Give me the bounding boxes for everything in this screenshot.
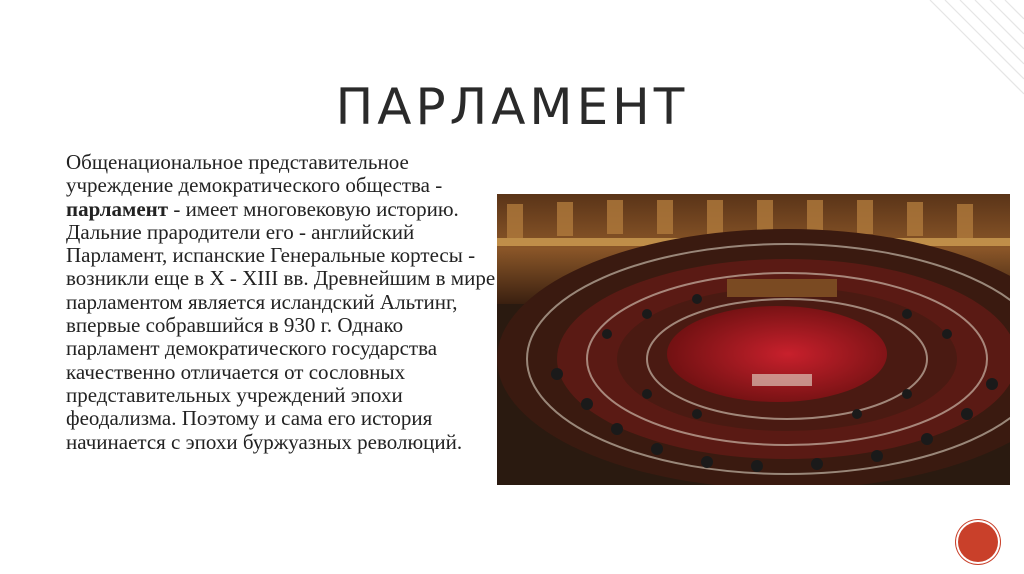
next-slide-button[interactable]	[958, 522, 998, 562]
parliament-photo	[497, 194, 1010, 485]
paragraph-intro: Общенациональное представительное учреждение демократического общества -	[66, 150, 443, 198]
paragraph-rest: - имеет многовековую историю. Дальние прародители его - английский Парламент, испанские Генеральные кортесы - возникли еще в X - XIII вв. Древнейшим в мире парламентом является исландский Альтинг, впервые собравшийся в 930 г. Однако парламент демократического государства качественно отличается от сословных представительных учреждений эпохи феодализма. Поэтому и сама его история начинается с эпохи буржуазных революций.	[66, 196, 496, 454]
body-paragraph	[66, 151, 496, 454]
paragraph-keyword: парламент	[66, 196, 169, 221]
slide-title: ПАРЛАМЕНТ	[335, 78, 689, 136]
